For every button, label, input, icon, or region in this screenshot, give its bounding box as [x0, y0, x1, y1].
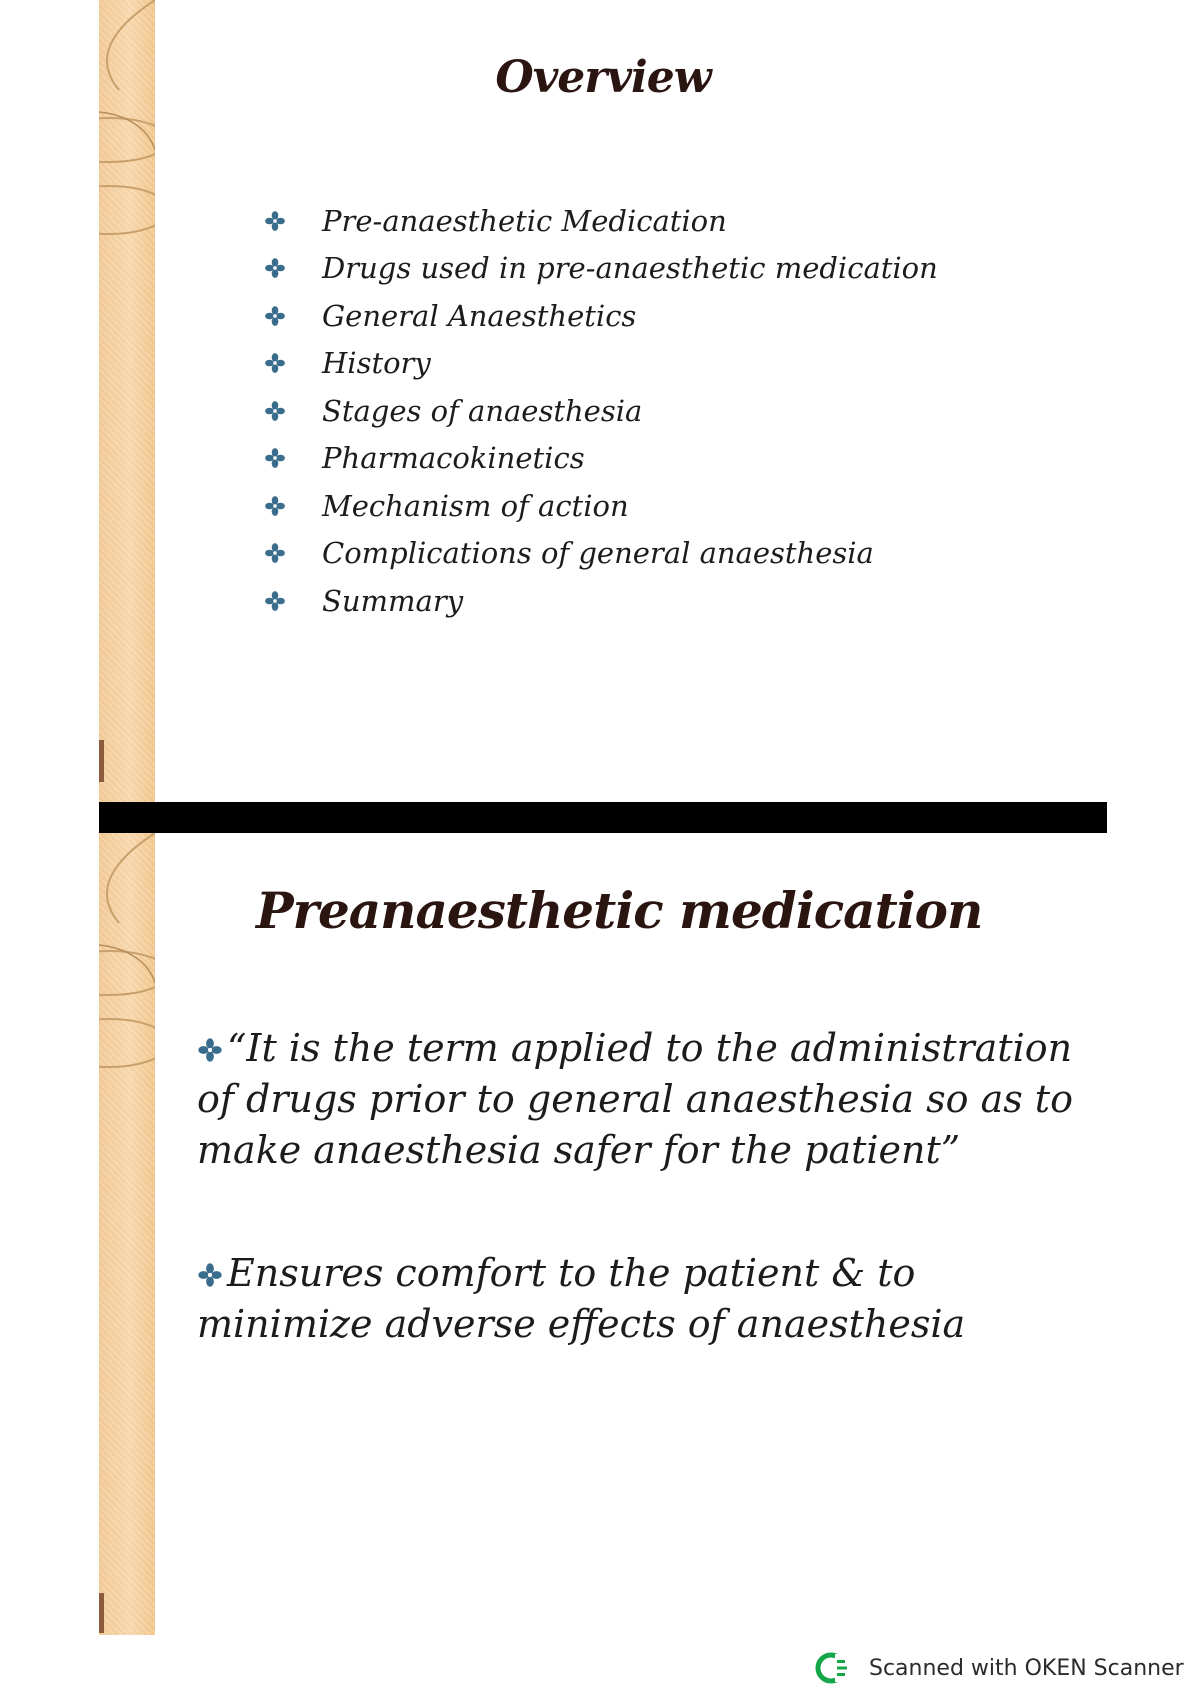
four-petal-bullet-icon — [264, 590, 286, 612]
list-item-text: History — [322, 346, 431, 381]
list-item — [264, 482, 938, 530]
paragraph-text: “It is the term applied to the administration of drugs prior to general anaesthesia so as to make anaesthesia safer for the patient” — [197, 1026, 1073, 1172]
list-item — [264, 197, 938, 245]
four-petal-bullet-icon — [264, 305, 286, 327]
slide-overview — [99, 0, 1107, 802]
list-item-text: Stages of anaesthesia — [322, 393, 643, 428]
four-petal-bullet-icon — [197, 1262, 223, 1288]
decorative-rings-icon — [99, 0, 155, 802]
list-item — [264, 245, 938, 293]
oken-scanner-logo-icon — [815, 1650, 851, 1686]
list-item-text: Mechanism of action — [322, 488, 629, 523]
slide-title: Overview — [495, 52, 711, 103]
list-item — [264, 530, 938, 578]
overview-list — [264, 197, 938, 625]
definition-paragraph — [197, 1023, 1077, 1176]
purpose-paragraph — [197, 1248, 1077, 1350]
slide-title: Preanaesthetic medication — [256, 881, 983, 940]
list-item — [264, 435, 938, 483]
slide-divider — [99, 802, 1107, 833]
list-item-text: Pre-anaesthetic Medication — [322, 203, 727, 238]
four-petal-bullet-icon — [264, 352, 286, 374]
paragraph-text: Ensures comfort to the patient & to minimize adverse effects of anaesthesia — [197, 1251, 966, 1346]
scanner-watermark — [815, 1650, 1184, 1686]
four-petal-bullet-icon — [264, 257, 286, 279]
list-item-text: Summary — [322, 583, 464, 618]
watermark-text: Scanned with OKEN Scanner — [869, 1655, 1184, 1681]
list-item — [264, 340, 938, 388]
list-item-text: Pharmacokinetics — [322, 441, 585, 476]
decorative-rings-icon — [99, 833, 155, 1635]
list-item — [264, 577, 938, 625]
four-petal-bullet-icon — [264, 447, 286, 469]
list-item-text: Complications of general anaesthesia — [322, 536, 874, 571]
four-petal-bullet-icon — [197, 1037, 223, 1063]
list-item-text: Drugs used in pre-anaesthetic medication — [322, 251, 938, 286]
list-item — [264, 292, 938, 340]
list-item-text: General Anaesthetics — [322, 298, 637, 333]
four-petal-bullet-icon — [264, 210, 286, 232]
four-petal-bullet-icon — [264, 542, 286, 564]
decorative-side-strip — [99, 0, 155, 802]
decorative-side-strip — [99, 833, 155, 1635]
four-petal-bullet-icon — [264, 400, 286, 422]
list-item — [264, 387, 938, 435]
four-petal-bullet-icon — [264, 495, 286, 517]
slide-preanaesthetic-medication — [99, 833, 1107, 1635]
